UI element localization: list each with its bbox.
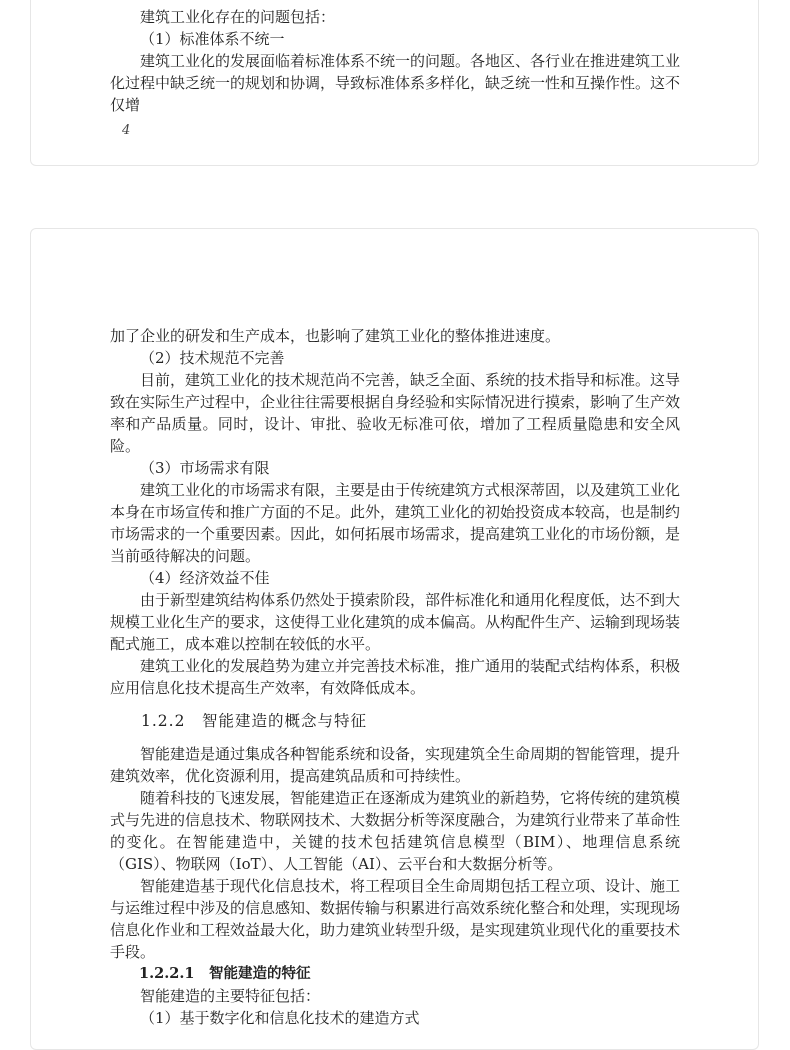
list-heading: （4）经济效益不佳: [140, 569, 270, 587]
paragraph: 智能建造是通过集成各种智能系统和设备，实现建筑全生命周期的智能管理，提升建筑效率，优化资源利用，提高建筑品质和可持续性。: [110, 745, 681, 785]
paragraph: 建筑工业化的市场需求有限，主要是由于传统建筑方式根深蒂固，以及建筑工业化本身在市场宣传和推广方面的不足。此外，建筑工业化的初始投资成本较高，也是制约市场需求的一个重要因素。因此，如何拓展市场需求，提高建筑工业化的市场份额，是当前亟待解决的问题。: [110, 481, 681, 565]
list-heading: （1）基于数字化和信息化技术的建造方式: [140, 1009, 420, 1027]
subsection-heading: 1.2.2.1 智能建造的特征: [139, 965, 311, 982]
paragraph: 建筑工业化的发展面临着标准体系不统一的问题。各地区、各行业在推进建筑工业化过程中缺乏统一的规划和协调，导致标准体系多样化，缺乏统一性和互操作性。这不仅增: [110, 52, 681, 114]
page-number: 4: [122, 123, 131, 138]
paragraph: 目前，建筑工业化的技术规范尚不完善，缺乏全面、系统的技术指导和标准。这导致在实际生产过程中，企业往往需要根据自身经验和实际情况进行摸索，影响了生产效率和产品质量。同时，设计、审批、验收无标准可依，增加了工程质量隐患和安全风险。: [110, 371, 681, 455]
list-heading: （2）技术规范不完善: [140, 349, 285, 367]
paragraph: 由于新型建筑结构体系仍然处于摸索阶段，部件标准化和通用化程度低，达不到大规模工业化生产的要求，这使得工业化建筑的成本偏高。从构配件生产、运输到现场装配式施工，成本难以控制在较低的水平。: [110, 591, 681, 653]
paragraph: 智能建造的主要特征包括：: [140, 987, 321, 1005]
document-page: [30, 0, 759, 166]
section-heading: 1.2.2 智能建造的概念与特征: [141, 712, 367, 730]
document-page: [30, 228, 759, 1050]
paragraph-continuation: 加了企业的研发和生产成本，也影响了建筑工业化的整体推进速度。: [110, 327, 561, 345]
list-heading: （1）标准体系不统一: [140, 30, 285, 48]
paragraph: 随着科技的飞速发展，智能建造正在逐渐成为建筑业的新趋势，它将传统的建筑模式与先进的信息技术、物联网技术、大数据分析等深度融合，为建筑行业带来了革命性的变化。在智能建造中，关键的技术包括建筑信息模型（BIM）、地理信息系统（GIS）、物联网（IoT）、人工智能（AI）、云平台和大数据分析等。: [110, 789, 681, 873]
list-heading: （3）市场需求有限: [140, 459, 270, 477]
paragraph: 智能建造基于现代化信息技术，将工程项目全生命周期包括工程立项、设计、施工与运维过程中涉及的信息感知、数据传输与积累进行高效系统化整合和处理，实现现场信息化作业和工程效益最大化，助力建筑业转型升级，是实现建筑业现代化的重要技术手段。: [110, 877, 681, 961]
page-body: [110, 6, 680, 116]
paragraph: 建筑工业化的发展趋势为建立并完善技术标准，推广通用的装配式结构体系，积极应用信息化技术提高生产效率，有效降低成本。: [110, 657, 681, 697]
paragraph: 建筑工业化存在的问题包括：: [140, 8, 336, 26]
page-body: [110, 325, 680, 1029]
